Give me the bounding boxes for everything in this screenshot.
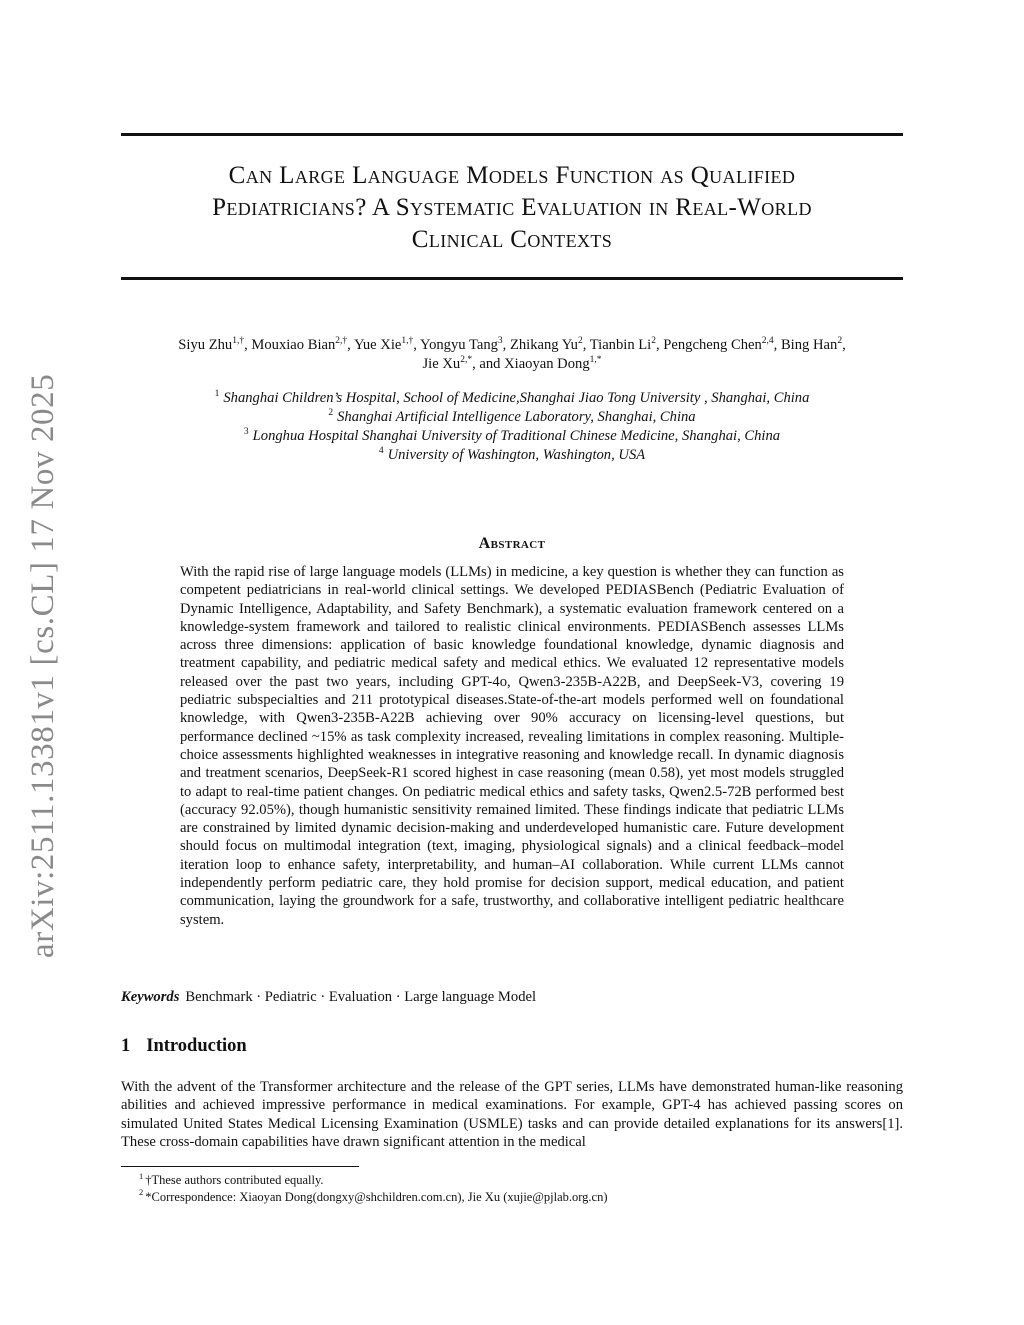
- abstract-body: With the rapid rise of large language models (LLMs) in medicine, a key question is whether they can function as competent pediatricians in real-world clinical settings. We developed PEDIASBench (Pediatric Evaluation of Dynamic Intelligence, Adaptability, and Safety Benchmark), a systematic evaluation framework centered on a knowledge-system framework and tailored to realistic clinical environments. PEDIASBench assesses LLMs across three dimensions: application of basic knowledge foundational knowledge, dynamic diagnosis and treatment capability, and pediatric medical safety and medical ethics. We evaluated 12 representative models released over the past two years, including GPT-4o, Qwen3-235B-A22B, and DeepSeek-V3, covering 19 pediatric subspecialties and 211 prototypical diseases.State-of-the-art models performed well on foundational knowledge, with Qwen3-235B-A22B achieving over 90% accuracy on licensing-level questions, but performance declined ~15% as task complexity increased, revealing limitations in complex reasoning. Multiple-choice assessments highlighted weaknesses in integrative reasoning and knowledge recall. In dynamic diagnosis and treatment scenarios, DeepSeek-R1 scored highest in case reasoning (mean 0.58), yet most models struggled to adapt to real-time patient changes. On pediatric medical ethics and safety tasks, Qwen2.5-72B performed best (accuracy 92.05%), though humanistic sensitivity remained limited. These findings indicate that pediatric LLMs are constrained by limited dynamic decision-making and underdeveloped humanistic care. Future development should focus on multimodal integration (text, imaging, physiological signals) and a clinical feedback–model iteration loop to enhance safety, interpretability, and human–AI collaboration. While current LLMs cannot independently perform pediatric care, they hold promise for decision support, medical education, and patient communication, laying the groundwork for a safe, trustworthy, and collaborative intelligent pediatric healthcare system.: [180, 564, 844, 928]
- footnote: $^1$ †These authors contributed equally.: [139, 1170, 324, 1187]
- author: Mouxiao Bian$^{2,\dagger}$: [251, 336, 348, 353]
- footnotes: [121, 1172, 903, 1205]
- arxiv-identifier: arXiv:2511.13381v1 [cs.CL] 17 Nov 2025: [25, 373, 61, 958]
- abstract-heading: Abstract: [478, 535, 546, 552]
- keywords-text: Benchmark · Pediatric · Evaluation · Large language Model: [185, 989, 537, 1005]
- author: Bing Han$^2$: [780, 336, 843, 353]
- title-line-1: Can Large Language Models Function as Qualified: [228, 162, 796, 189]
- title-line-3: Clinical Contexts: [411, 226, 613, 253]
- section-heading: [121, 1036, 247, 1057]
- title-line-2: Pediatricians? A Systematic Evaluation in Real-World: [212, 194, 812, 221]
- section-number: 1: [121, 1036, 131, 1056]
- paper-title: [121, 160, 903, 256]
- keywords-label: Keywords: [121, 989, 180, 1005]
- footnote: $^2$ *Correspondence: Xiaoyan Dong(dongxy@shchildren.com.cn), Jie Xu (xujie@pjlab.org.cn): [139, 1187, 608, 1204]
- affiliation: $^3$ Longhua Hospital Shanghai University of Traditional Chinese Medicine, Shanghai, China: [243, 427, 781, 444]
- affiliation: $^4$ University of Washington, Washington, USA: [378, 446, 646, 463]
- author: Pengcheng Chen$^{2,4}$: [663, 336, 774, 353]
- author: Tianbin Li$^2$: [589, 336, 656, 353]
- title-bottom-rule: [121, 277, 903, 280]
- author: Jie $Xu^{2,*}$: [422, 355, 473, 372]
- affiliation: $^2$ Shanghai Artificial Intelligence Laboratory, Shanghai, China: [328, 408, 696, 425]
- author: Xiaoyan Dong$^{1,*}$: [504, 355, 602, 372]
- author: Zhikang Yu$^2$: [509, 336, 583, 353]
- author: Yongyu Tang$^3$: [420, 336, 503, 353]
- section-title: Introduction: [146, 1036, 247, 1056]
- author: Siyu Zhu$^{1,\dagger}$: [178, 336, 245, 353]
- keywords: [121, 988, 903, 1007]
- title-top-rule: [121, 133, 903, 136]
- affiliation-list: [110, 389, 914, 465]
- author-list: Siyu Zhu$^{1,\dagger}$, Mouxiao Bian$^{2,\dagger}$, Yue Xie$^{1,\dagger}$, Yongyu Tang$^3$, Zhikang Yu$^2$, Tianbin Li$^2$, Pengcheng Chen$^{2,4}$, Bing Han$^2$, Jie $Xu^{2,*}$, and Xiaoyan Dong$^{1,*}$: [178, 336, 846, 372]
- author: Yue Xie$^{1,\dagger}$: [353, 336, 414, 353]
- intro-paragraph: With the advent of the Transformer architecture and the release of the GPT series, LLMs have demonstrated human-like reasoning abilities and achieved impressive performance in medical examinations. For example, GPT-4 has achieved passing scores on simulated United States Medical Licensing Examination (USMLE) tasks and can provide detailed explanations for its answers[1]. These cross-domain capabilities have drawn significant attention in the medical: [121, 1079, 903, 1150]
- affiliation: $^1$ Shanghai Children’s Hospital, School of Medicine,Shanghai Jiao Tong University , Shanghai, China: [214, 389, 810, 406]
- footnote-rule: [121, 1166, 359, 1167]
